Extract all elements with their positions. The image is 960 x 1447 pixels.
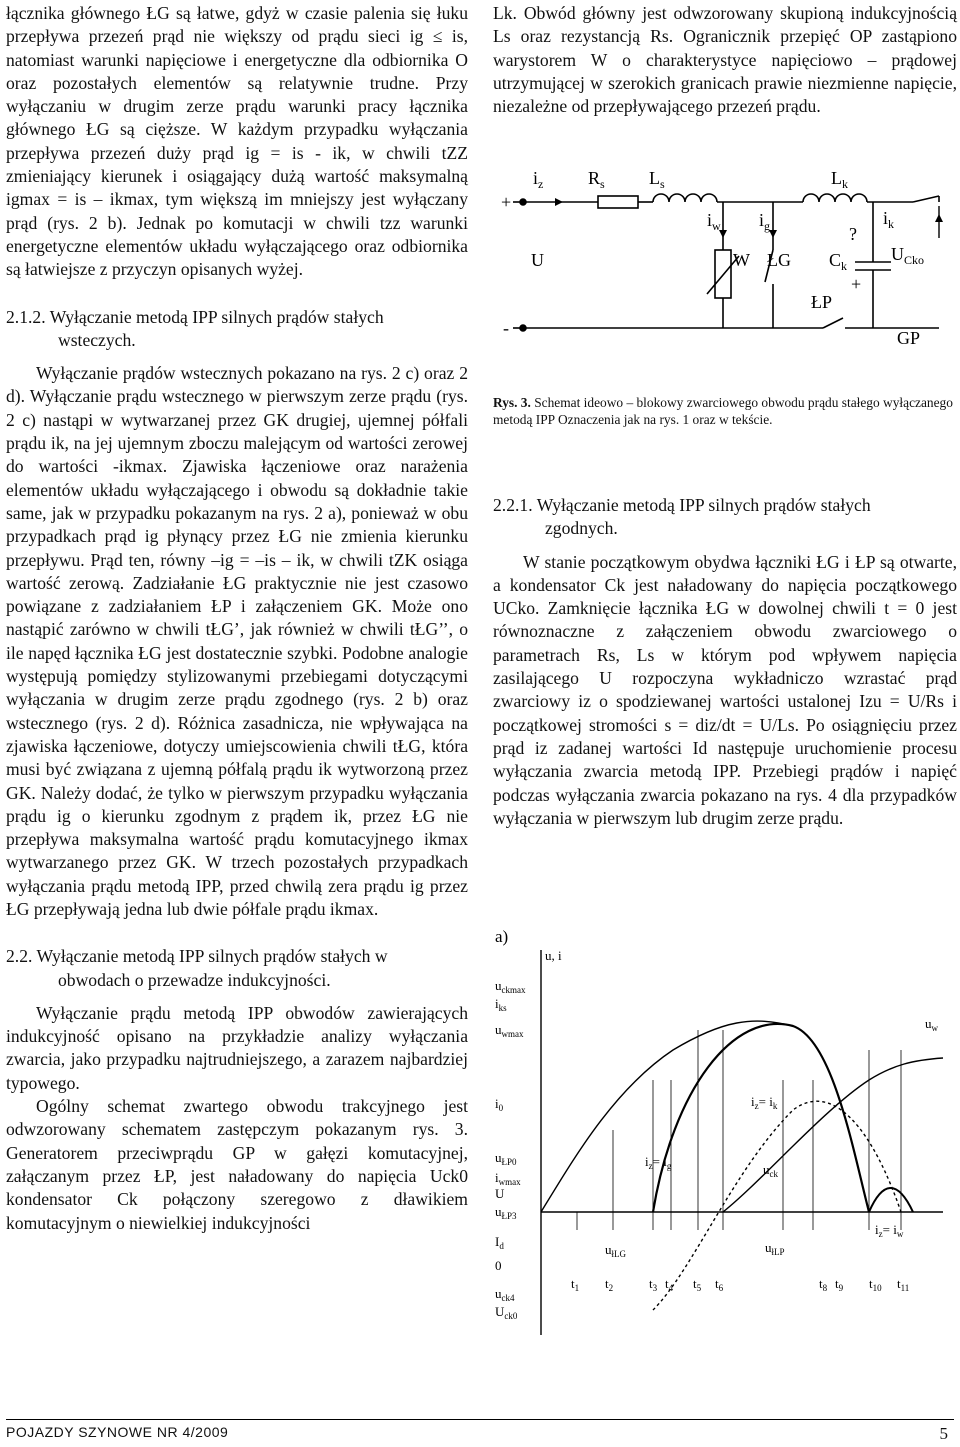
- label-iw: $i_w$: [707, 210, 721, 233]
- curve-label-iz-ik: $i_z= i_k$: [751, 1094, 778, 1111]
- left-paragraph-3: Wyłączanie prądu metodą IPP obwodów zawierających indukcyjność opisano na przykładzie analizy wyłączania zwarcia, jako przypadku najtrudniejszego, a zarazem najbardziej typowego.: [6, 1002, 468, 1093]
- left-column: [6, 2, 468, 1235]
- t-label-t11: $t_{11}$: [897, 1276, 910, 1293]
- y-label-uck0: $U_{ck0}$: [495, 1304, 518, 1321]
- curve-label-uw: $u_w$: [925, 1016, 938, 1033]
- t-label-t8: $t_8$: [819, 1276, 828, 1293]
- y-label-iks: $i_{ks}$: [495, 996, 507, 1013]
- label-ls: $L_s$: [649, 168, 665, 191]
- y-label-uwmax: $u_{wmax}$: [495, 1022, 524, 1039]
- t-label-t1: $t_1$: [571, 1276, 580, 1293]
- y-label-uckmax: $u_{ckmax}$: [495, 978, 526, 995]
- label-ik: $i_k$: [883, 208, 895, 231]
- t-label-t10: $t_{10}$: [869, 1276, 882, 1293]
- y-label-U: U: [495, 1186, 505, 1201]
- journal-footer: POJAZDY SZYNOWE NR 4/2009: [6, 1424, 229, 1440]
- curve-label-iz-ig: $i_z= i_g$: [645, 1154, 672, 1171]
- curve-label-ulp: $u_{łLP}$: [765, 1240, 785, 1257]
- footer-rule: [6, 1419, 954, 1420]
- t-label-t3: $t_3$: [649, 1276, 658, 1293]
- label-rs: $R_s$: [588, 168, 605, 191]
- right-column-middle: [493, 494, 957, 830]
- label-lp: ŁP: [811, 292, 833, 312]
- y-label-uck4: $u_{ck4}$: [495, 1286, 515, 1303]
- y-label-Id: $I_d$: [495, 1234, 504, 1251]
- t-label-t2: $t_2$: [605, 1276, 614, 1293]
- t-label-t4: $t_4$: [665, 1276, 674, 1293]
- y-label-i0: $i_0$: [495, 1096, 504, 1113]
- circuit-diagram: [493, 160, 957, 360]
- right-column-top: [493, 2, 957, 118]
- right-paragraph-2: W stanie początkowym obydwa łączniki ŁG i ŁP są otwarte, a kondensator Ck jest naładowany do napięcia początkowego UCko. Zamknięcie łącznika ŁG w dowolnej chwili t = 0 jest równoznaczne z załączeniem obwodu zwarciowego o parametrach Rs, Ls w którym pod wpływem napięcia zasilającego U rozpoczyna wykładniczo wzrastać prąd zwarciowy iz o spodziewanej wartości ustalonej Izu = U/Rs i początkowej stromości s = diz/dt = U/Ls. Po osiągnięciu przez prąd iz zadanej wartości Id następuje uruchomienie procesu wyłączania zwarcia metodą IPP. Przebiegi prądów i napięć podczas wyłączania zwarcia pokazano na rys. 4 dla przypadków wyłączania w pierwszym lub drugim zerze prądu.: [493, 551, 957, 828]
- t-label-t9: $t_9$: [835, 1276, 844, 1293]
- label-ck: $C_k$: [829, 250, 848, 273]
- curve-label-uck: $u_{ck}$: [763, 1162, 778, 1179]
- label-gp: GP: [897, 328, 921, 348]
- t-label-t6: $t_6$: [715, 1276, 724, 1293]
- label-iz: $i_z$: [533, 168, 544, 191]
- label-u: U: [531, 250, 544, 270]
- y-label-iwmax: $i_{wmax}$: [495, 1170, 521, 1187]
- right-paragraph-1: Lk. Obwód główny jest odwzorowany skupioną indukcyjnością Ls oraz rezystancją Rs. Ogranicznik przepięć OP zastąpiono warystorem W o charakterystyce napięciowo – prądowej utrzymującej w szerokich granicach prawie niezmienne napięcie, niezależne od przepływającego przezeń prądu.: [493, 3, 957, 117]
- label-question: ?: [849, 224, 857, 244]
- section-heading-2-2-1: 2.2.1. Wyłączanie metodą IPP silnych prądów stałych zgodnych.: [493, 495, 871, 539]
- t-label-t5: $t_5$: [693, 1276, 702, 1293]
- left-paragraph-4: Ogólny schemat zwartego obwodu trakcyjnego jest odwzorowany schematem zastępczym pokazanym rys. 3. Generatorem przeciwprądu GP w gałęzi komutacyjnej, załączanym przez ŁP, jest naładowany do napięcia Uck0 kondensator Ck połączony szeregowo z dławikiem komutacyjnym o niewielkiej indukcyjności: [6, 1096, 468, 1233]
- curve-label-ulg: $u_{łLG}$: [605, 1242, 626, 1259]
- graph-panel-label: a): [495, 930, 509, 946]
- waveform-graph: [493, 930, 957, 1350]
- left-paragraph-2: Wyłączanie prądów wstecznych pokazano na rys. 2 c) oraz 2 d). Wyłączanie prądu wstecznego w pierwszym zerze prądu (rys. 2 c) nastąpi w wytwarzanej przez GK drugiej, ujemnej półfali prądu ik, na jej ujemnym zboczu malejącym od wartości zerowej do wartości -ikmax. Zjawiska łączeniowe oraz narażenia elementów układu wyłączającego i obwodu są dokładnie takie same, jak w przypadku pokazanym na rys. 2 a), ponieważ w obu przypadkach prąd ig płynący przez ŁG nie zmienia kierunku przepływu. Prąd ten, równy –ig = –is – ik, w chwili tZK osiąga wartość zerową. Zadziałanie ŁG praktycznie nie jest czasowo powiązane z zadziałaniem ŁP i załączeniem GK. Może ono nastąpić zarówno w chwili tŁG’, jak również w chwili tŁG’’, o ile napęd łącznika ŁG jest dostatecznie szybki. Podobne analogie występują pomiędzy stylizowanymi przebiegami dotyczącymi wyłączania w drugim zerze prądu zgodnego (rys. 2 b) oraz wstecznego (rys. 2 d). Różnica zasadnicza, nie wpływająca na zjawiska łączeniowe, dotyczy umiejscowienia chwili tŁG, która musi być związana z ujemną półfalą prądu ik wytworzoną przez GK. Należy dodać, że tylko w pierwszym przypadku wyłączania prądu ig o kierunku zgodnym z prądem ik, przez ŁG nie przepływa maksymalna wartość prądu komutacyjnego ikmax wytwarzanego przez GK. W trzech pozostałych przypadkach wyłączania prądu metodą IPP, przed chwilą zera prądu ig przez ŁG przepływają jedna lub dwie półfale prądu ikmax.: [6, 363, 468, 919]
- left-paragraph-1: łącznika głównego ŁG są łatwe, gdyż w czasie palenia się łuku przepływa przezeń prąd nie większy od prądu sieci ig ≤ is, natomiast warunki napięciowe i energetyczne dla odbiornika O oraz pozostałych elementów są relatywnie trudne. Przy wyłączaniu w drugim zerze prądu warunki pracy łącznika głównego ŁG są cięższe. W każdym przypadku wyłączania przepływa przezeń duży prąd ig = is - ik, w chwili tZZ zmieniający kierunek i osiągający dużą wartość maksymalną igmax = is – ikmax, tym większą im mniejszy jest wyłączany prąd (rys. 2 b). Jednak po komutacji w chwili tzz warunki energetyczne elementów układu wyłączającego oraz odbiornika są łatwiejsze z przyczyn opisanych wyżej.: [6, 3, 468, 280]
- y-label-zero: 0: [495, 1258, 502, 1273]
- label-ig: $i_g$: [759, 210, 771, 233]
- capacitor-plus: +: [851, 274, 862, 294]
- page-number: 5: [939, 1424, 948, 1443]
- graph-axis-label: u, i: [545, 948, 562, 963]
- circuit-minus: -: [503, 318, 509, 338]
- section-heading-2-1-2: 2.1.2. Wyłączanie metodą IPP silnych prądów stałych wsteczych.: [6, 306, 384, 350]
- circuit-plus: +: [501, 192, 512, 212]
- label-lk: $L_k$: [831, 168, 848, 191]
- y-label-ulp3: $u_{ŁP3}$: [495, 1204, 517, 1221]
- label-ucko: $U_{Cko}$: [891, 244, 925, 267]
- label-w: W: [733, 250, 750, 270]
- y-label-ulp0: $u_{ŁP0}$: [495, 1150, 517, 1167]
- label-lg: ŁG: [767, 250, 791, 270]
- curve-label-iz-iw: $i_z= i_w$: [875, 1222, 904, 1239]
- figure-3-caption: Rys. 3. Schemat ideowo – blokowy zwarciowego obwodu prądu stałego wyłączanego metodą IPP Oznaczenia jak na rys. 1 oraz w tekście.: [493, 395, 953, 427]
- section-heading-2-2: 2.2. Wyłączanie metodą IPP silnych prądów stałych w obwodach o przewadze indukcyjności.: [6, 946, 388, 990]
